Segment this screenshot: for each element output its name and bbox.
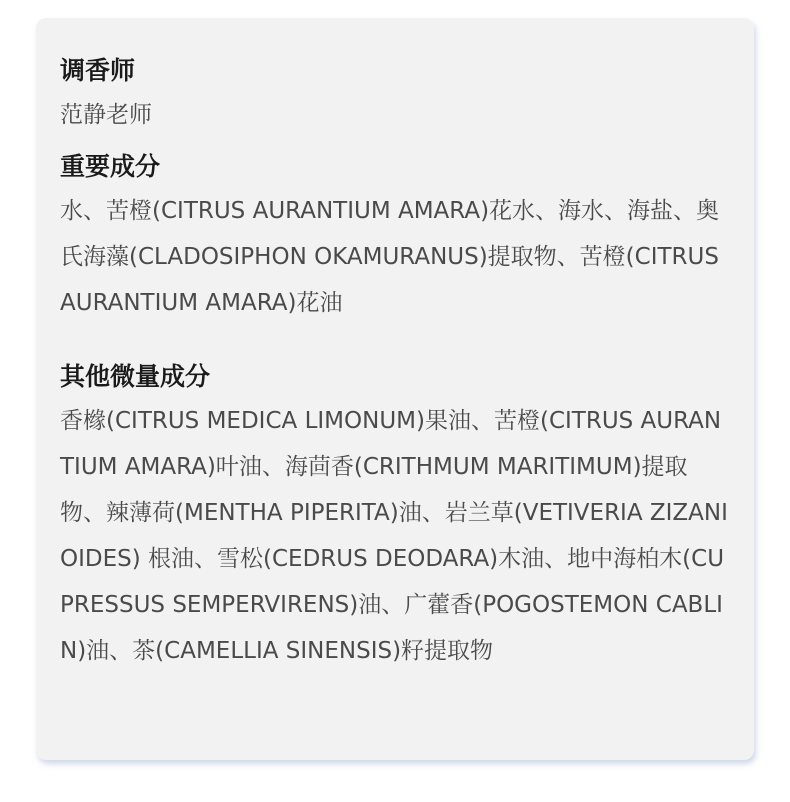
perfumer-name: 范静老师 [60,102,152,128]
key-ingredients-label: 重要成分 [60,152,161,181]
minor-ingredients-label: 其他微量成分 [60,362,211,391]
minor-ingredients-section [60,360,728,674]
ingredients-card [36,18,754,760]
key-ingredients-text: 水、苦橙(CITRUS AURANTIUM AMARA)花水、海水、海盐、奥氏海藻(CLADOSIPHON OKAMURANUS)提取物、苦橙(CITRUS AURANTIUM AMARA)花油 [60,198,720,316]
perfumer-label: 调香师 [60,56,136,85]
minor-ingredients-text: 香橼(CITRUS MEDICA LIMONUM)果油、苦橙(CITRUS AURANTIUM AMARA)叶油、海茴香(CRITHMUM MARITIMUM)提取物、辣薄荷(MENTHA PIPERITA)油、岩兰草(VETIVERIA ZIZANIOIDES) 根油、雪松(CEDRUS DEODARA)木油、地中海柏木(CUPRESSUS SEMPERVIRENS)油、广藿香(POGOSTEMON CABLIN)油、茶(CAMELLIA SINENSIS)籽提取物 [60,408,728,664]
perfumer-section [60,54,728,134]
key-ingredients-section [60,150,728,326]
